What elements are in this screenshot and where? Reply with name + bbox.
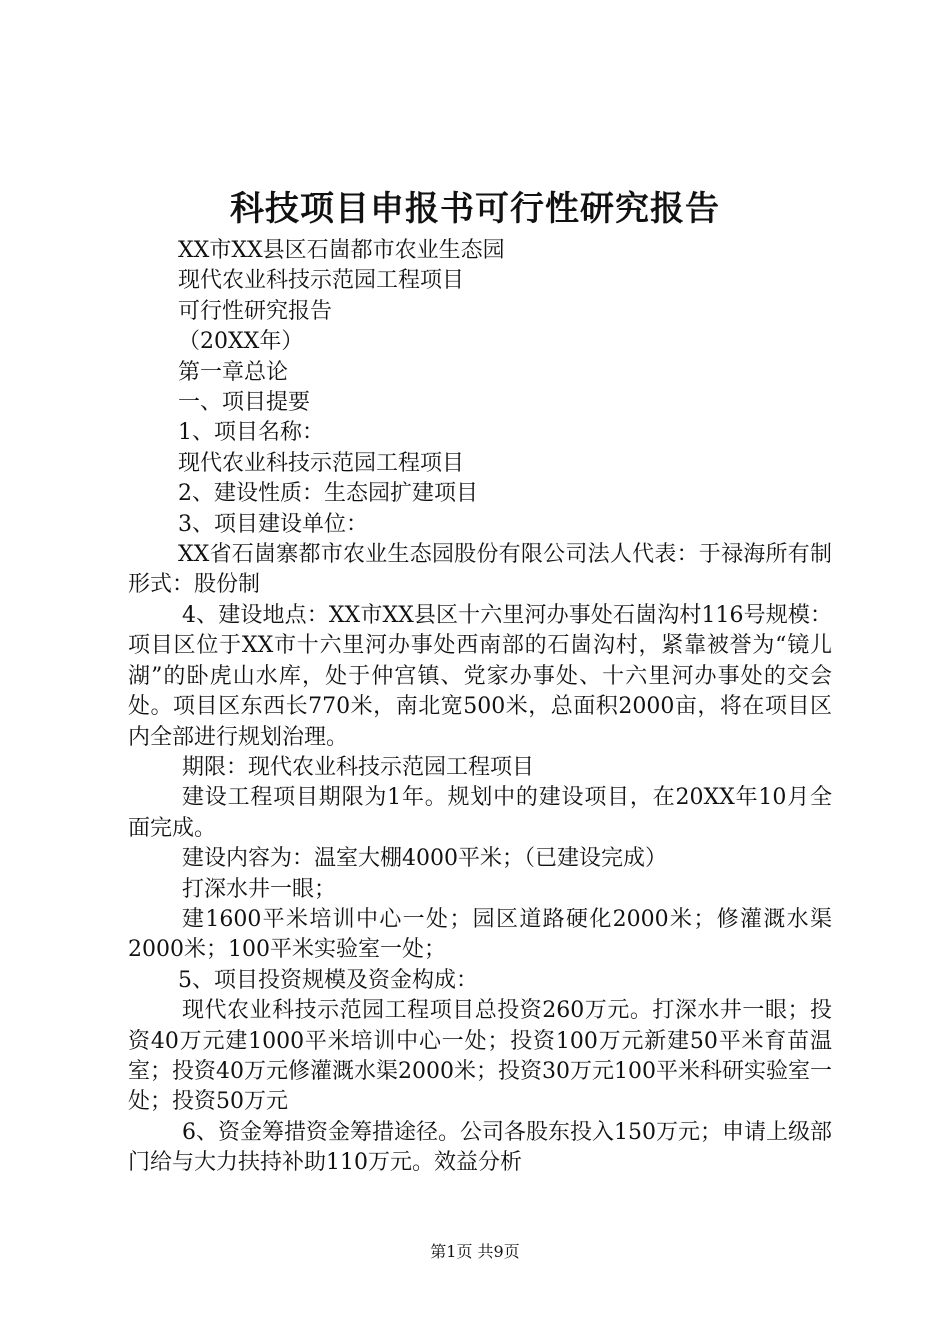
paragraph-14: 建设工程项目期限为1年。规划中的建设项目，在20XX年10月全面完成。	[128, 785, 832, 841]
paragraph-4: （20XX年）	[178, 329, 304, 355]
paragraph-16: 打深水井一眼；	[182, 876, 337, 902]
section-heading: 一、项目提要	[178, 390, 311, 416]
chapter-heading: 第一章总论	[178, 359, 289, 385]
paragraph-12: 4、建设地点：XX市XX县区十六里河办事处石崮沟村116号规模：项目区位于XX市十六里河办事处西南部的石崮沟村，紧靠被誉为“镜儿湖”的卧虎山水库，处于仲宫镇、党家办事处、十六里河办事处的交会处。项目区东西长770米，南北宽500米，总面积2000亩，将在项目区内全部进行规划治理。	[128, 602, 832, 750]
document-title: 科技项目申报书可行性研究报告	[230, 189, 720, 229]
paragraph-9: 2、建设性质：生态园扩建项目	[178, 481, 478, 507]
document-body	[128, 236, 832, 1179]
paragraph-15: 建设内容为：温室大棚4000平米；（已建设完成）	[182, 846, 667, 872]
paragraph-11: XX省石崮寨都市农业生态园股份有限公司法人代表：于禄海所有制形式：股份制	[128, 542, 832, 598]
paragraph-19: 现代农业科技示范园工程项目总投资260万元。打深水井一眼；投资40万元建1000平米培训中心一处；投资100万元新建50平米育苗温室；投资40万元修灌溉水渠2000米；投资30万元100平米科研实验室一处；投资50万元	[128, 998, 832, 1115]
paragraph-1: XX市XX县区石崮都市农业生态园	[178, 238, 505, 263]
paragraph-18: 5、项目投资规模及资金构成：	[178, 967, 478, 993]
paragraph-13: 期限：现代农业科技示范园工程项目	[182, 754, 535, 780]
paragraph-8: 现代农业科技示范园工程项目	[178, 450, 465, 476]
page-footer: 第1页 共9页	[430, 1242, 520, 1261]
paragraph-7: 1、项目名称：	[178, 420, 324, 446]
paragraph-20: 6、资金筹措资金筹措途径。公司各股东投入150万元；申请上级部门给与大力扶持补助110万元。效益分析	[128, 1119, 832, 1176]
paragraph-10: 3、项目建设单位：	[178, 511, 368, 537]
paragraph-3: 可行性研究报告	[178, 298, 333, 324]
paragraph-2: 现代农业科技示范园工程项目	[178, 268, 465, 294]
paragraph-17: 建1600平米培训中心一处；园区道路硬化2000米；修灌溉水渠2000米；100平米实验室一处；	[128, 906, 832, 963]
